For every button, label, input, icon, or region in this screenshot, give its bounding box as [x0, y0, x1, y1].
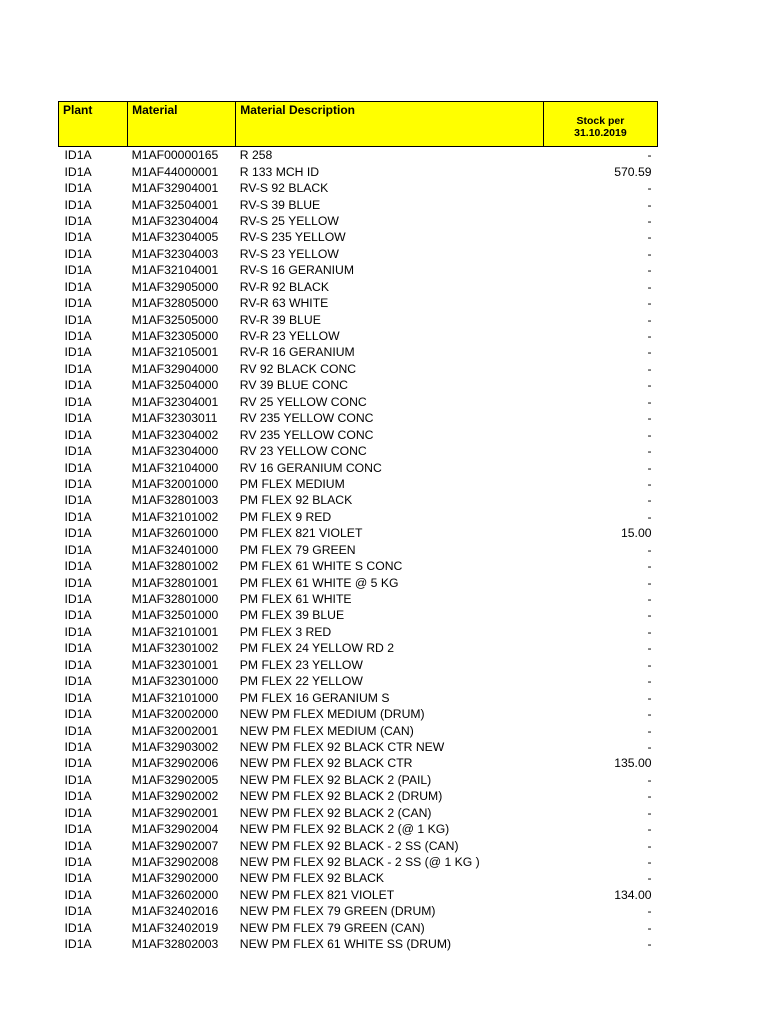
- cell-stock: -: [647, 197, 652, 212]
- cell-material: M1AF32301002: [131, 641, 219, 656]
- cell-plant: ID1A: [64, 756, 92, 771]
- cell-description: PM FLEX 3 RED: [239, 624, 332, 639]
- cell-plant: ID1A: [64, 937, 92, 952]
- cell-description: NEW PM FLEX 92 BLACK 2 (@ 1 KG): [239, 822, 450, 837]
- cell-material: M1AF32001000: [131, 476, 219, 491]
- table-row: [59, 262, 658, 278]
- cell-stock: -: [647, 181, 652, 196]
- cell-plant: ID1A: [64, 345, 92, 360]
- cell-plant: ID1A: [64, 559, 92, 574]
- table-row: [59, 459, 658, 475]
- cell-description: NEW PM FLEX 79 GREEN (CAN): [239, 920, 425, 935]
- cell-material: M1AF32902008: [131, 855, 219, 870]
- cell-plant: ID1A: [64, 296, 92, 311]
- cell-plant: ID1A: [64, 822, 92, 837]
- table-row: [59, 542, 658, 558]
- cell-stock: -: [647, 246, 652, 261]
- table-row: [59, 213, 658, 229]
- cell-stock: -: [647, 312, 652, 327]
- cell-description: NEW PM FLEX 92 BLACK CTR NEW: [239, 739, 445, 754]
- cell-description: RV 25 YELLOW CONC: [239, 394, 367, 409]
- table-row: [59, 657, 658, 673]
- cell-stock: -: [647, 329, 652, 344]
- cell-description: RV-S 39 BLUE: [239, 197, 321, 212]
- cell-plant: ID1A: [64, 838, 92, 853]
- column-header-description: Material Description: [236, 102, 544, 147]
- stock-report-sheet: [58, 101, 658, 952]
- cell-stock: -: [647, 148, 652, 163]
- table-row: [59, 772, 658, 788]
- cell-stock: -: [647, 575, 652, 590]
- cell-material: M1AF32002001: [131, 723, 219, 738]
- cell-plant: ID1A: [64, 148, 92, 163]
- table-row: [59, 854, 658, 870]
- cell-stock: -: [647, 805, 652, 820]
- cell-plant: ID1A: [64, 493, 92, 508]
- cell-description: NEW PM FLEX 61 WHITE SS (DRUM): [239, 937, 452, 952]
- cell-material: M1AF32304002: [131, 427, 219, 442]
- table-row: [59, 821, 658, 837]
- cell-description: NEW PM FLEX 92 BLACK: [239, 871, 385, 886]
- cell-description: R 258: [239, 148, 273, 163]
- cell-material: M1AF32802003: [131, 937, 219, 952]
- cell-description: PM FLEX 61 WHITE @ 5 KG: [239, 575, 399, 590]
- cell-description: RV-R 92 BLACK: [239, 279, 329, 294]
- cell-material: M1AF32304004: [131, 213, 219, 228]
- table-row: [59, 295, 658, 311]
- table-row: [59, 673, 658, 689]
- cell-plant: ID1A: [64, 263, 92, 278]
- cell-stock: -: [647, 460, 652, 475]
- cell-material: M1AF32805000: [131, 296, 219, 311]
- cell-plant: ID1A: [64, 394, 92, 409]
- cell-plant: ID1A: [64, 871, 92, 886]
- cell-plant: ID1A: [64, 460, 92, 475]
- cell-plant: ID1A: [64, 230, 92, 245]
- cell-material: M1AF32104001: [131, 263, 219, 278]
- cell-material: M1AF00000165: [131, 148, 219, 163]
- cell-plant: ID1A: [64, 887, 92, 902]
- cell-stock: -: [647, 427, 652, 442]
- table-row: [59, 739, 658, 755]
- cell-material: M1AF32501000: [131, 608, 219, 623]
- cell-plant: ID1A: [64, 246, 92, 261]
- cell-material: M1AF32801002: [131, 559, 219, 574]
- header-row: [59, 102, 658, 147]
- cell-description: RV-S 25 YELLOW: [239, 213, 339, 228]
- cell-stock: -: [647, 789, 652, 804]
- cell-plant: ID1A: [64, 213, 92, 228]
- table-row: [59, 640, 658, 656]
- cell-plant: ID1A: [64, 772, 92, 787]
- cell-stock: 135.00: [614, 756, 652, 771]
- cell-description: PM FLEX 821 VIOLET: [239, 526, 363, 541]
- cell-material: M1AF32401000: [131, 542, 219, 557]
- cell-stock: -: [647, 559, 652, 574]
- table-row: [59, 180, 658, 196]
- cell-description: RV-S 23 YELLOW: [239, 246, 339, 261]
- cell-stock: -: [647, 608, 652, 623]
- cell-description: RV-R 16 GERANIUM: [239, 345, 355, 360]
- table-row: [59, 706, 658, 722]
- cell-stock: -: [647, 345, 652, 360]
- cell-material: M1AF32304000: [131, 444, 219, 459]
- table-row: [59, 361, 658, 377]
- cell-description: RV 23 YELLOW CONC: [239, 444, 367, 459]
- cell-material: M1AF32902001: [131, 805, 219, 820]
- cell-material: M1AF32904001: [131, 181, 219, 196]
- cell-material: M1AF32904000: [131, 361, 219, 376]
- cell-plant: ID1A: [64, 920, 92, 935]
- table-row: [59, 509, 658, 525]
- cell-stock: -: [647, 378, 652, 393]
- cell-plant: ID1A: [64, 855, 92, 870]
- cell-plant: ID1A: [64, 509, 92, 524]
- cell-description: NEW PM FLEX 92 BLACK - 2 SS (CAN): [239, 838, 459, 853]
- cell-material: M1AF44000001: [131, 164, 219, 179]
- table-row: [59, 476, 658, 492]
- cell-plant: ID1A: [64, 575, 92, 590]
- table-row: [59, 394, 658, 410]
- table-row: [59, 246, 658, 262]
- cell-stock: -: [647, 657, 652, 672]
- cell-stock: -: [647, 723, 652, 738]
- cell-plant: ID1A: [64, 904, 92, 919]
- cell-description: RV 235 YELLOW CONC: [239, 427, 374, 442]
- table-row: [59, 279, 658, 295]
- cell-stock: -: [647, 624, 652, 639]
- table-row: [59, 525, 658, 541]
- stock-table: [58, 101, 658, 952]
- cell-material: M1AF32902005: [131, 772, 219, 787]
- cell-stock: -: [647, 822, 652, 837]
- cell-material: M1AF32301000: [131, 674, 219, 689]
- table-row: [59, 426, 658, 442]
- cell-description: RV-R 23 YELLOW: [239, 329, 340, 344]
- table-row: [59, 377, 658, 393]
- cell-description: RV 92 BLACK CONC: [239, 361, 357, 376]
- cell-description: RV 39 BLUE CONC: [239, 378, 348, 393]
- cell-material: M1AF32402019: [131, 920, 219, 935]
- cell-description: PM FLEX 24 YELLOW RD 2: [239, 641, 394, 656]
- cell-description: NEW PM FLEX 79 GREEN (DRUM): [239, 904, 436, 919]
- cell-description: RV 16 GERANIUM CONC: [239, 460, 382, 475]
- cell-stock: -: [647, 279, 652, 294]
- cell-description: NEW PM FLEX 92 BLACK 2 (DRUM): [239, 789, 443, 804]
- cell-material: M1AF32002000: [131, 707, 219, 722]
- cell-description: RV-R 39 BLUE: [239, 312, 321, 327]
- table-row: [59, 805, 658, 821]
- cell-material: M1AF32902007: [131, 838, 219, 853]
- cell-plant: ID1A: [64, 476, 92, 491]
- cell-description: RV-S 92 BLACK: [239, 181, 329, 196]
- cell-plant: ID1A: [64, 427, 92, 442]
- cell-description: NEW PM FLEX MEDIUM (CAN): [239, 723, 414, 738]
- cell-description: NEW PM FLEX 821 VIOLET: [239, 887, 395, 902]
- cell-description: NEW PM FLEX 92 BLACK CTR: [239, 756, 413, 771]
- cell-material: M1AF32104000: [131, 460, 219, 475]
- cell-plant: ID1A: [64, 312, 92, 327]
- cell-stock: -: [647, 361, 652, 376]
- cell-stock: 15.00: [621, 526, 652, 541]
- cell-material: M1AF32504001: [131, 197, 219, 212]
- table-row: [59, 311, 658, 327]
- table-row: [59, 229, 658, 245]
- cell-plant: ID1A: [64, 674, 92, 689]
- cell-description: PM FLEX 79 GREEN: [239, 542, 356, 557]
- cell-stock: -: [647, 296, 652, 311]
- cell-material: M1AF32902000: [131, 871, 219, 886]
- cell-stock: -: [647, 707, 652, 722]
- table-row: [59, 607, 658, 623]
- cell-description: RV-S 235 YELLOW: [239, 230, 346, 245]
- cell-stock: -: [647, 493, 652, 508]
- cell-plant: ID1A: [64, 592, 92, 607]
- cell-plant: ID1A: [64, 411, 92, 426]
- table-row: [59, 591, 658, 607]
- cell-plant: ID1A: [64, 690, 92, 705]
- table-row: [59, 558, 658, 574]
- stock-header-date: 31.10.2019: [574, 127, 627, 139]
- cell-material: M1AF32801001: [131, 575, 219, 590]
- cell-description: NEW PM FLEX 92 BLACK 2 (CAN): [239, 805, 432, 820]
- table-row: [59, 163, 658, 179]
- cell-stock: -: [647, 920, 652, 935]
- cell-plant: ID1A: [64, 444, 92, 459]
- cell-plant: ID1A: [64, 526, 92, 541]
- cell-description: PM FLEX 61 WHITE: [239, 592, 352, 607]
- cell-material: M1AF32902004: [131, 822, 219, 837]
- cell-plant: ID1A: [64, 641, 92, 656]
- cell-stock: -: [647, 838, 652, 853]
- cell-stock: -: [647, 855, 652, 870]
- table-row: [59, 410, 658, 426]
- table-row: [59, 344, 658, 360]
- cell-material: M1AF32101000: [131, 690, 219, 705]
- cell-material: M1AF32601000: [131, 526, 219, 541]
- cell-description: PM FLEX 23 YELLOW: [239, 657, 363, 672]
- cell-material: M1AF32304001: [131, 394, 219, 409]
- cell-plant: ID1A: [64, 805, 92, 820]
- column-header-material: Material: [128, 102, 236, 147]
- cell-material: M1AF32505000: [131, 312, 219, 327]
- table-row: [59, 870, 658, 886]
- cell-plant: ID1A: [64, 378, 92, 393]
- cell-material: M1AF32305000: [131, 329, 219, 344]
- cell-stock: -: [647, 542, 652, 557]
- cell-plant: ID1A: [64, 164, 92, 179]
- table-row: [59, 196, 658, 212]
- table-row: [59, 492, 658, 508]
- cell-plant: ID1A: [64, 739, 92, 754]
- cell-plant: ID1A: [64, 723, 92, 738]
- cell-description: RV-R 63 WHITE: [239, 296, 329, 311]
- cell-material: M1AF32902002: [131, 789, 219, 804]
- cell-material: M1AF32602000: [131, 887, 219, 902]
- cell-stock: -: [647, 444, 652, 459]
- cell-description: NEW PM FLEX 92 BLACK 2 (PAIL): [239, 772, 432, 787]
- cell-plant: ID1A: [64, 789, 92, 804]
- cell-material: M1AF32801003: [131, 493, 219, 508]
- cell-plant: ID1A: [64, 361, 92, 376]
- cell-plant: ID1A: [64, 329, 92, 344]
- table-row: [59, 837, 658, 853]
- cell-stock: 570.59: [614, 164, 652, 179]
- cell-stock: -: [647, 871, 652, 886]
- cell-stock: -: [647, 411, 652, 426]
- table-row: [59, 624, 658, 640]
- cell-plant: ID1A: [64, 197, 92, 212]
- cell-description: PM FLEX 39 BLUE: [239, 608, 345, 623]
- table-row: [59, 689, 658, 705]
- cell-stock: -: [647, 641, 652, 656]
- table-row: [59, 443, 658, 459]
- cell-material: M1AF32303011: [131, 411, 218, 426]
- table-row: [59, 788, 658, 804]
- cell-description: NEW PM FLEX 92 BLACK - 2 SS (@ 1 KG ): [239, 855, 480, 870]
- table-row: [59, 722, 658, 738]
- cell-stock: -: [647, 213, 652, 228]
- table-row: [59, 887, 658, 903]
- cell-material: M1AF32301001: [131, 657, 219, 672]
- cell-description: PM FLEX 16 GERANIUM S: [239, 690, 390, 705]
- table-row: [59, 574, 658, 590]
- cell-stock: -: [647, 509, 652, 524]
- table-header: [59, 102, 658, 147]
- cell-description: RV 235 YELLOW CONC: [239, 411, 374, 426]
- cell-plant: ID1A: [64, 657, 92, 672]
- cell-stock: -: [647, 674, 652, 689]
- cell-material: M1AF32304003: [131, 246, 219, 261]
- cell-description: PM FLEX 22 YELLOW: [239, 674, 363, 689]
- cell-stock: -: [647, 394, 652, 409]
- cell-description: PM FLEX MEDIUM: [239, 476, 345, 491]
- table-row: [59, 755, 658, 771]
- cell-stock: -: [647, 904, 652, 919]
- cell-stock: -: [647, 263, 652, 278]
- stock-header-label: Stock per: [576, 115, 625, 127]
- cell-description: PM FLEX 61 WHITE S CONC: [239, 559, 403, 574]
- column-header-plant: Plant: [59, 102, 128, 147]
- cell-stock: -: [647, 937, 652, 952]
- cell-material: M1AF32101002: [131, 509, 219, 524]
- cell-stock: -: [647, 690, 652, 705]
- table-row: [59, 936, 658, 952]
- cell-material: M1AF32801000: [131, 592, 219, 607]
- cell-stock: -: [647, 739, 652, 754]
- column-header-stock: [543, 102, 657, 147]
- table-body: [59, 147, 658, 953]
- table-row: [59, 903, 658, 919]
- cell-material: M1AF32402016: [131, 904, 219, 919]
- cell-material: M1AF32105001: [131, 345, 219, 360]
- cell-plant: ID1A: [64, 181, 92, 196]
- cell-material: M1AF32903002: [131, 739, 219, 754]
- cell-description: R 133 MCH ID: [239, 164, 320, 179]
- cell-stock: -: [647, 230, 652, 245]
- cell-material: M1AF32902006: [131, 756, 219, 771]
- cell-description: NEW PM FLEX MEDIUM (DRUM): [239, 707, 425, 722]
- cell-stock: -: [647, 476, 652, 491]
- cell-material: M1AF32905000: [131, 279, 219, 294]
- cell-description: RV-S 16 GERANIUM: [239, 263, 355, 278]
- table-row: [59, 328, 658, 344]
- cell-plant: ID1A: [64, 624, 92, 639]
- table-row: [59, 147, 658, 164]
- cell-plant: ID1A: [64, 707, 92, 722]
- cell-plant: ID1A: [64, 608, 92, 623]
- cell-stock: -: [647, 592, 652, 607]
- cell-material: M1AF32101001: [131, 624, 219, 639]
- cell-material: M1AF32504000: [131, 378, 219, 393]
- table-row: [59, 920, 658, 936]
- cell-plant: ID1A: [64, 542, 92, 557]
- cell-stock: -: [647, 772, 652, 787]
- cell-plant: ID1A: [64, 279, 92, 294]
- cell-description: PM FLEX 92 BLACK: [239, 493, 353, 508]
- cell-material: M1AF32304005: [131, 230, 219, 245]
- cell-description: PM FLEX 9 RED: [239, 509, 332, 524]
- cell-stock: 134.00: [614, 887, 652, 902]
